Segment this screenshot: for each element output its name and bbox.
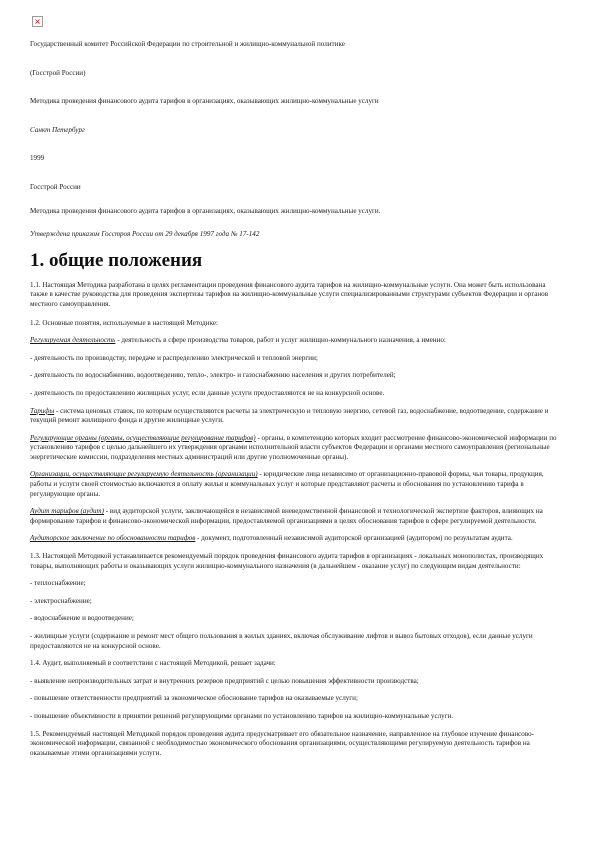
doc-title: Методика проведения финансового аудита тарифов в организациях, оказывающих жилищно-коммунальные услуги [30, 97, 379, 106]
term-organizations: Организации, осуществляющие регулируемую деятельность (организации) [30, 470, 258, 479]
definition-regulated-activity: Регулируемая деятельность - деятельность в сфере производства товаров, работ и услуг жилищно-коммунального назначения, а именно: [30, 336, 446, 345]
section-body [30, 281, 561, 759]
list-item: - деятельность по производству, передаче и распределению электрической и тепловой энергии; [30, 353, 318, 362]
paragraph-1-4: 1.4. Аудит, выполняемый в соответствии с настоящей Методикой, решает задачи: [30, 659, 276, 668]
list-item: - деятельность по предоставлению жилищных услуг, если данные услуги предоставляются не на конкурсной основе. [30, 388, 385, 397]
paragraph-1-5: 1.5. Рекомендуемый настоящей Методикой порядок проведения аудита предусматривает его обязательное назначение, направленное на глубокое изучение финансово-экономической информации, связанной с необходимостью экономического обоснования организациями, осуществляющими регулируемую деятельность тарифов на оказываемые этими организациями услуги. [30, 729, 535, 757]
list-item: - теплоснабжение; [30, 579, 86, 588]
agency-abbrev: (Госстрой России) [30, 68, 86, 77]
list-item: - жилищные услуги (содержание и ремонт мест общего пользования в жилых зданиях, включая обслуживание лифтов и вывоз бытовых отходов), если данные услуги предоставляются не на конкурсной основе. [30, 632, 533, 650]
paragraph-1-1: 1.1. Настоящая Методика разработана в целях регламентации проведения финансового аудита тарифов на жилищно-коммунальные услуги. Она может быть использована также в качестве руководства для проведения экспертизы тарифов на жилищно-коммунальные услуги специализированными структурами субъектов Федерации и органов местного самоуправления. [30, 280, 549, 308]
broken-image-icon: × [32, 16, 43, 27]
term-tariffs: Тарифы [30, 406, 55, 415]
list-item: - повышение объективности в принятии решений регулирующими органами по установлению тарифов на жилищно-коммунальные услуги. [30, 711, 454, 720]
term-audit-conclusion: Аудиторское заключение по обоснованности тарифов [30, 534, 196, 543]
list-item: - повышение ответственности предприятий за экономическое обоснование тарифов на оказываемые услуги; [30, 694, 358, 703]
list-item: - деятельность по водоснабжению, водоотведению, тепло-, электро- и газоснабжению населения и других потребителей; [30, 371, 396, 380]
term-tariff-audit: Аудит тарифов (аудит) [30, 507, 105, 516]
definition-organizations: Организации, осуществляющие регулируемую деятельность (организации) - юридические лица независимо от организационно-правовой формы, чьи товары, продукция, работы и услуги своей стоимостью включаются в оплату жилья и коммунальных услуг и которые представляют расчеты и обоснования по установлению тарифа в регулирующие органы. [30, 470, 544, 498]
doc-city: Санкт Петербург [30, 125, 85, 134]
agency-name: Государственный комитет Российской Федерации по строительной и жилищно-коммунальной политике [30, 40, 345, 48]
term-regulating-organs: Регулирующие органы (органы, осуществляющие регулирование тарифов) [30, 433, 256, 442]
list-item: - водоснабжение и водоотведение; [30, 614, 134, 623]
doc-publisher: Госстрой России [30, 182, 81, 191]
approval-note: Утверждена приказом Госстроя России от 29 декабря 1997 года № 17-142 [30, 230, 260, 239]
list-item: - электроснабжение; [30, 596, 92, 605]
term-regulated-activity: Регулируемая деятельность [30, 336, 116, 345]
section-title: 1. общие положения [30, 249, 203, 271]
definition-tariffs: Тарифы - система ценовых ставок, по которым осуществляются расчеты за электрическую и тепловую энергию, сетевой газ, водоснабжение, водоотведение, содержание и текущий ремонт жилищного фонда и другие жилищные услуги. [30, 406, 549, 425]
paragraph-1-3: 1.3. Настоящей Методикой устанавливается рекомендуемый порядок проведения финансового аудита тарифов в организациях - локальных монополистах, производящих товары, выполняющих работы и оказывающих услуги жилищно-коммунального назначения (в дальнейшем - оказание услуг) по следующим видам деятельности: [30, 552, 544, 570]
doc-year: 1999 [30, 154, 45, 163]
definition-regulating-organs: Регулирующие органы (органы, осуществляющие регулирование тарифов) - органы, в компетенцию которых входит рассмотрение финансово-экономической информации по установлению тарифов с целью дальнейшего их утверждения органами исполнительной власти субъектов Федерации и органами местного самоуправления (региональные энергетические комиссии, подразделения местных администраций или другие уполномоченные органы). [30, 433, 557, 461]
paragraph-1-2: 1.2. Основные понятия, используемые в настоящей Методике: [30, 318, 218, 327]
list-item: - выявление непроизводительных затрат и внутренних резервов предприятий с целью повышения эффективности производства; [30, 676, 419, 685]
definition-audit-conclusion: Аудиторское заключение по обоснованности тарифов - документ, подготовленный независимой аудиторской организацией (аудитором) по результатам аудита. [30, 534, 513, 543]
definition-tariff-audit: Аудит тарифов (аудит) - вид аудиторской услуги, заключающейся в независимой вневедомственной финансовой и технологической экспертизе факторов, влияющих на формирование тарифов и финансово-экономической информации, предоставляемой организациями в целях обоснования тарифов в сфере регулируемой деятельности. [30, 507, 543, 525]
doc-title-repeat: Методика проведения финансового аудита тарифов в организациях, оказывающих жилищно-коммунальные услуги. [30, 206, 381, 215]
